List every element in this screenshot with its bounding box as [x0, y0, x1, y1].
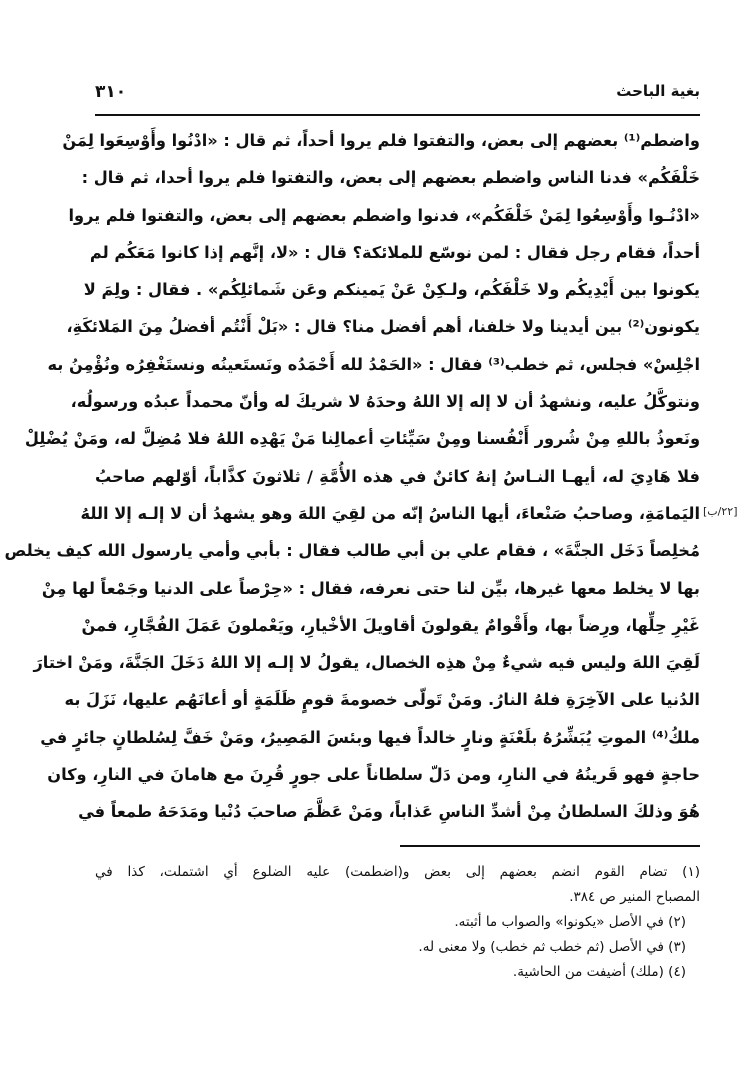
text-line: غَيْرِ حِلِّها، ورِضاً بها، وأَقْوامٌ يقولونَ أقاويلَ الأخْيارِ، ويَعْملونَ عَمَلَ الفُجَّارِ، فمنْ: [81, 615, 700, 635]
body-text: [4, 122, 700, 831]
text-line: خَلْفَكُم» فدنا الناس واضطم بعضهم إلى بعض، والتفتوا فلم يروا أحدا، ثم قال :: [81, 168, 700, 188]
text-line: يكونون⁽²⁾ بين أيدينا ولا خلفنا، أهم أفضل منا؟ قال : «بَلْ أَنْتُم أفضلُ مِنَ المَلائكَةِ،: [66, 317, 700, 337]
text-line: أحداً، فقام رجل فقال : لمن نوسّع للملائكة؟ قال : «لا، إنَّهم إذا كانوا مَعَكُم لم: [89, 242, 700, 262]
text-line: «ادْنُـوا وأَوْسِعُوا لِمَنْ خَلْفَكُم»، فدنوا واضطم بعضهم إلى بعض، والتفتوا فلم يروا: [68, 205, 700, 225]
footnotes: [95, 860, 700, 985]
header-rule: [95, 114, 700, 116]
text-line: فلا هَادِيَ له، أيهـا النـاسُ إنهُ كائنٌ في هذه الأُمَّةِ / ثلاثونَ كذَّاباً، أوّلهم صاحبُ: [95, 466, 700, 486]
text-line: ملكُ⁽⁴⁾ الموتِ يُبَشِّرُهُ بلَعْنَةٍ ونارٍ خالداً فيها وبئسَ المَصِيرُ، ومَنْ خَفَّ لِسُلطانٍ جائرٍ في: [40, 727, 700, 747]
text-line: هُوَ وذلكَ السلطانُ مِنْ أشدِّ الناسِ عَذاباً، ومَنْ عَظَّمَ صاحبَ دُنْيا ومَدَحَهُ طمعاً في: [78, 802, 700, 822]
footnote-1: (١) تضام القوم انضم بعضهم إلى بعض و(اضطمت) عليه الضلوع أي اشتملت، كذا في: [95, 864, 700, 880]
text-line: واضطم⁽¹⁾ بعضهم إلى بعض، والتفتوا فلم يروا أحداً، ثم قال : «ادْنُوا وأَوْسِعَوا لِمَنْ: [62, 131, 700, 150]
text-line: الدُنيا على الآخِرَةِ فلهُ النارُ. ومَنْ تَولّى خصومةَ قومٍ ظَلَمَةٍ أو أعانَهُم عليها، نَزَلَ به: [64, 690, 700, 710]
manuscript-folio-marker: [٢٢/ب]: [703, 505, 738, 518]
text-line: اجْلِسْ» فجلس، ثم خطب⁽³⁾ فقال : «الحَمْدُ لله أَحْمَدُه ونَستَعينُه ونستَغْفِرُه ونُؤْمِنُ به: [47, 354, 700, 374]
text-line: لَقِيَ اللهَ وليس فيه شيءٌ مِنْ هذِه الخصال، يقولُ لا إلـه إلا اللهُ دَخَلَ الجَنَّةَ، ومَنْ اختارَ: [33, 653, 700, 673]
text-line: حاجةٍ فهو قَرينُهُ في النارِ، ومن دَلّ سلطاناً على جورٍ قُرِنَ مع هامانَ في النارِ، وكان: [47, 765, 700, 785]
text-line: اليَمامَةِ، وصاحبُ صَنْعاءَ، أيها الناسُ إنّه من لقِيَ اللهَ وهو يشهدُ أن لا إلـه إلا اللهُ: [80, 503, 700, 523]
text-line: بها لا يخلط معها غيرها، بيِّن لنا حتى نعرفه، فقال : «حِرْصاً على الدنيا وجَمْعاً لها مِنْ: [41, 578, 700, 598]
footnote-3: (٣) في الأصل (ثم خطب ثم خطب) ولا معنى له.: [418, 939, 686, 955]
text-line: مُخلِصاً دَخَل الجنَّةَ» ، فقام علي بن أبي طالب فقال : بأبي وأمي يارسول الله كيف يخلص: [4, 541, 700, 561]
footnote-rule: [400, 845, 700, 847]
footnote-2: (٢) في الأصل «يكونوا» والصواب ما أثبته.: [454, 914, 686, 930]
text-line: يكونوا بين أَيْدِيكُم ولا خَلْفَكُم، ولـكِنْ عَنْ يَمينكم وعَن شَمائلِكُم» . فقال : ولِمَ لا: [83, 280, 700, 300]
footnote-4: (٤) (ملك) أضيفت من الحاشية.: [512, 964, 686, 980]
page-header: [95, 82, 700, 108]
footnote-1-continued: المصباح المنير ص ٣٨٤.: [569, 889, 700, 905]
text-line: ونتوكَّلُ عليه، ونشهدُ أن لا إله إلا اللهُ وحدَهُ لا شريكَ له وأنّ محمداً عبدُه ورسولُه،: [70, 392, 700, 412]
page-number: ٣١٠: [95, 82, 127, 102]
text-line: ونَعوذُ باللهِ مِنْ شُرور أَنْفُسنا ومِنْ سَيِّئاتِ أعمالِنا مَنْ يَهْدِه اللهُ فلا مُضِلَّ له، ومَنْ يُضْلِلْ: [24, 429, 700, 449]
running-title: بغية الباحث: [616, 82, 700, 100]
